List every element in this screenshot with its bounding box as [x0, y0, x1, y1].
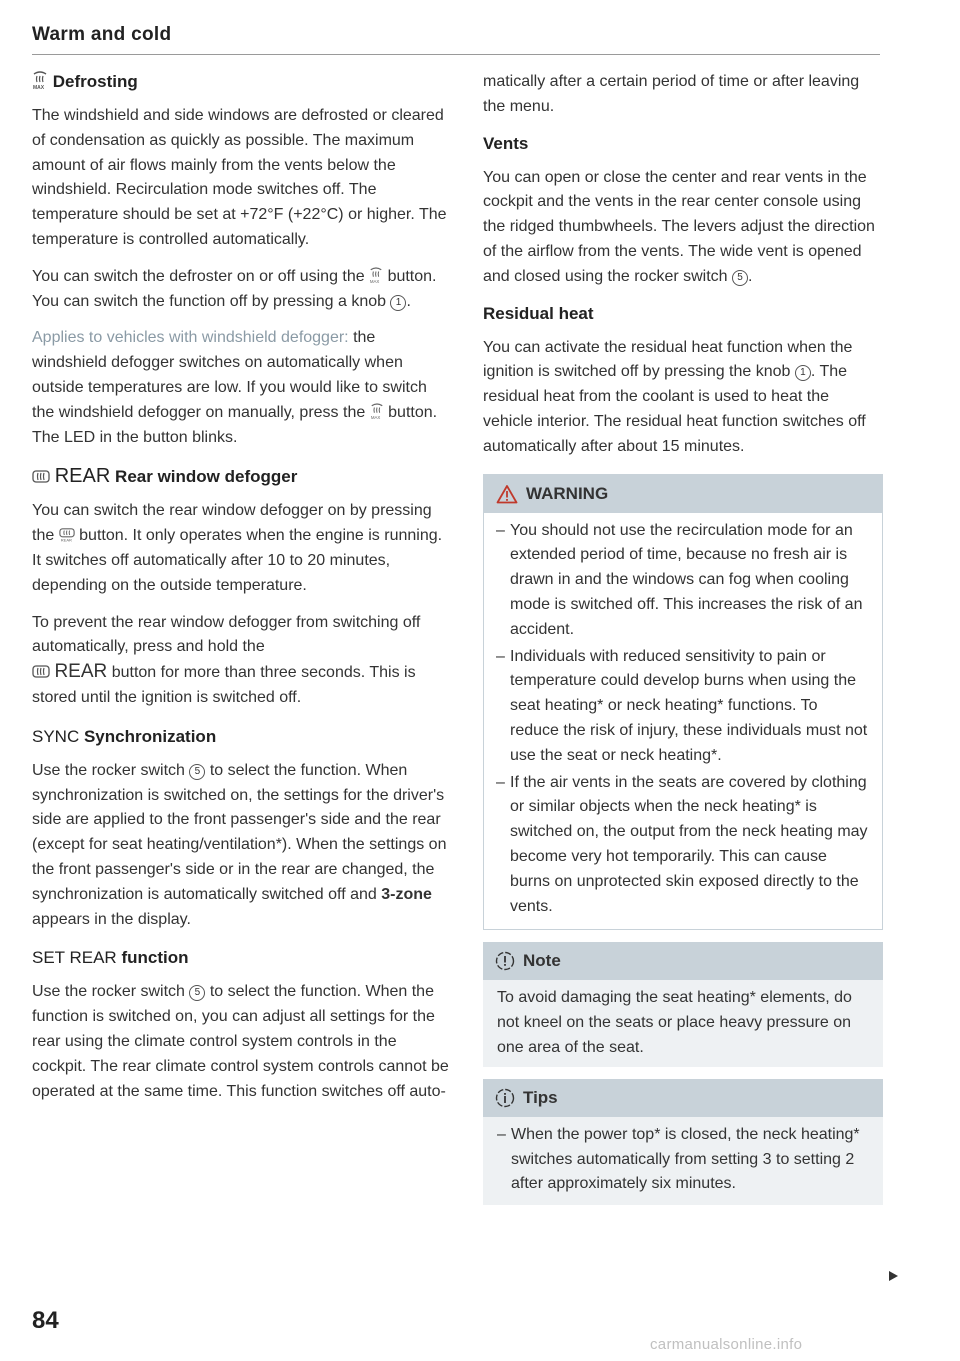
residual-heat-paragraph: You can activate the residual heat function when the ignition is switched off by pressing the knob 1 . The residual heat from the coolant is used to heat the vehicle interior. The residual heat function switches off automatically after about 15 minutes. — [483, 338, 866, 455]
vents-paragraph: You can open or close the center and rear vents in the cockpit and the vents in the rear center console using the ridged thumbwheels. The levers adjust the direction of the airflow from the vents. The wide vent is opened and closed using the rocker switch 5 . — [483, 168, 875, 285]
svg-text:REAR: REAR — [60, 537, 72, 543]
tips-body — [483, 1117, 883, 1205]
warning-item: – If the air vents in the seats are covered by clothing or similar objects when the neck heating* is switched on, the output from the neck heating may become very hot temporarily. This can cause burns on unprotected skin exposed directly to the vents. — [496, 771, 870, 920]
defrost-max-icon — [369, 266, 383, 284]
tips-item: – When the power top* is closed, the neck heating* switches automatically from setting 3 to setting 2 after approximately six minutes. — [497, 1123, 869, 1197]
note-exclamation-icon — [495, 951, 515, 971]
warning-triangle-icon — [496, 484, 518, 504]
tips-header: Tips — [483, 1079, 883, 1117]
knob-ref-badge: 1 — [795, 365, 811, 381]
page-number: 84 — [32, 1307, 59, 1334]
defrosting-heading: MAX Defrosting — [33, 72, 138, 91]
rear-paragraph-2: To prevent the rear window defogger from switching off automatically, press and hold the REAR button for more than three seconds. This is stored until the ignition is switched off. — [32, 613, 421, 706]
rear-defogger-heading: REAR Rear window defogger — [32, 464, 452, 489]
left-column — [32, 70, 452, 1116]
page-title: Warm and cold — [32, 24, 172, 45]
continued-paragraph: matically after a certain period of time or after leaving the menu. — [483, 73, 860, 115]
right-column — [483, 70, 883, 1205]
note-text: To avoid damaging the seat heating* elements, do not kneel on the seats or place heavy pressure on one area of the seat. — [497, 989, 852, 1056]
vents-heading: Vents — [483, 133, 529, 153]
next-page-arrow-icon[interactable] — [886, 1269, 900, 1283]
warning-item: – Individuals with reduced sensitivity to pain or temperature could develop burns when using the seat heating* or neck heating* functions. To reduce the risk of injury, these individuals must not use the seat or neck heating*. — [496, 645, 870, 769]
watermark: carmanualsonline.info — [650, 1336, 803, 1353]
svg-text:MAX: MAX — [33, 85, 45, 90]
sync-heading: SYNC Synchronization — [32, 726, 217, 746]
warning-body — [484, 513, 882, 930]
rocker-ref-badge: 5 — [189, 764, 205, 780]
note-box — [483, 942, 883, 1066]
info-icon — [495, 1088, 515, 1108]
svg-text:MAX: MAX — [369, 278, 380, 284]
rear-defogger-icon — [59, 527, 75, 543]
defrost-paragraph-2: You can switch the defroster on or off using the MAX button. You can switch the function off by pressing a knob 1 . — [32, 267, 437, 310]
defrost-max-icon — [32, 70, 48, 90]
defrost-paragraph-3: Applies to vehicles with windshield defogger: the windshield defogger switches on automatically when outside temperatures are low. If you would like to switch the windshield defogger on manually, press the MAX button. The LED in the button blinks. — [32, 329, 438, 446]
warning-item: – You should not use the recirculation mode for an extended period of time, because no fresh air is drawn in and the windows can fog when cooling mode is switched off. This increases the risk of an accident. — [496, 519, 870, 643]
set-rear-paragraph: Use the rocker switch 5 to select the function. When the function is switched on, you can adjust all settings for the rear using the climate control system controls in the cockpit. The rear climate control system controls cannot be operated at the same time. This function switches off auto- — [32, 983, 449, 1100]
note-body — [483, 980, 883, 1066]
knob-ref-badge: 1 — [390, 295, 406, 311]
sync-paragraph: Use the rocker switch 5 to select the function. When synchronization is switched on, the settings for the driver's side are applied to the front passenger's side and the rear (except for seat heating/ventilation*). When the settings on the front passenger's side or in the rear are changed, the synchronization is automatically switched off and 3-zone appears in the display. — [32, 761, 447, 928]
rear-defogger-icon — [32, 664, 50, 680]
warning-header: WARNING — [484, 475, 882, 513]
tips-box — [483, 1079, 883, 1205]
page-header — [32, 24, 880, 55]
rocker-ref-badge: 5 — [732, 270, 748, 286]
set-rear-heading: SET REAR function — [32, 948, 189, 968]
defrost-max-icon — [370, 402, 384, 420]
warning-box — [483, 474, 883, 931]
rear-paragraph-1: You can switch the rear window defogger on by pressing the REAR button. It only operates when the engine is running. It switches off automatically after 10 to 20 minutes, depending on the outside temperature. — [32, 502, 443, 594]
residual-heat-heading: Residual heat — [483, 303, 594, 323]
defrost-paragraph-1: The windshield and side windows are defrosted or cleared of condensation as quickly as possible. The maximum amount of air flows mainly from the vents below the windshield. Recirculation mode switches off. The temperature should be set at +72°F (+22°C) or higher. The temperature is controlled automatically. — [32, 107, 447, 248]
rocker-ref-badge: 5 — [189, 985, 205, 1001]
svg-text:MAX: MAX — [370, 414, 381, 420]
rear-defogger-icon — [32, 469, 50, 485]
note-header: Note — [483, 942, 883, 980]
